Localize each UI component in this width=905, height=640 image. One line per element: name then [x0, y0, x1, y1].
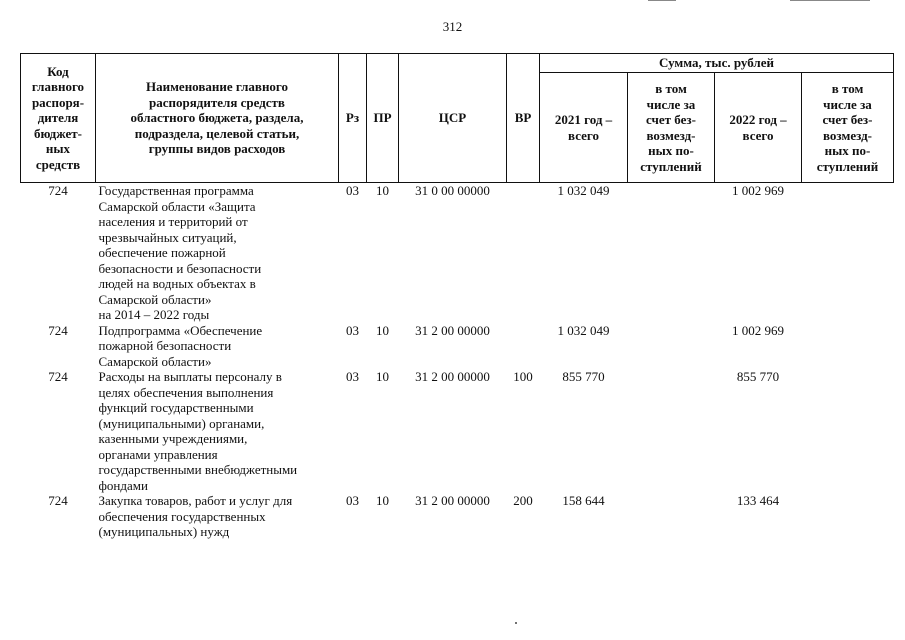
header-2022-free: в том числе за счет без- возмезд- ных по- ступлений [802, 73, 894, 183]
header-sum-group: Сумма, тыс. рублей [540, 54, 894, 73]
table-row [21, 493, 894, 540]
cell-rz: 03 [346, 322, 359, 338]
cell-name: Расходы на выплаты персоналу в целях обеспечения выполнения функций государственными (муниципальными) органами, казенными учреждениями, органами управления государственными внебюджетными фондами [98, 369, 298, 493]
cell-name: Подпрограмма «Обеспечение пожарной безопасности Самарской области» [98, 322, 263, 369]
cell-vr: 200 [513, 493, 533, 508]
header-2022-total: 2022 год – всего [715, 73, 802, 183]
header-rz: Рз [339, 54, 367, 183]
cell-rz: 03 [346, 183, 359, 198]
cell-csr: 31 2 00 00000 [415, 322, 490, 338]
header-name: Наименование главного распорядителя средств областного бюджета, раздела, подраздела, целевой статьи, группы видов расходов [96, 54, 339, 183]
cell-2021-free [628, 493, 715, 540]
cell-pr: 10 [376, 369, 389, 384]
cell-pr: 10 [376, 183, 389, 198]
cell-csr: 31 2 00 00000 [415, 369, 490, 384]
cell-rz: 03 [346, 493, 359, 508]
cell-2022-total: 1 002 969 [732, 322, 784, 338]
table-row [21, 183, 894, 323]
cell-rz: 03 [346, 369, 359, 384]
scan-mark [790, 0, 870, 1]
header-code: Код главного распоря- дителя бюджет- ных средств [21, 54, 96, 183]
header-pr: ПР [367, 54, 399, 183]
cell-name: Закупка товаров, работ и услуг для обеспечения государственных (муниципальных) нужд [98, 493, 293, 539]
cell-2021-free [628, 323, 715, 370]
cell-name: Государственная программа Самарской области «Защита населения и территорий от чрезвычайных ситуаций, обеспечение пожарной безопасности и безопасности людей на водных объектах в Самарской области» на 2014 – 2022 годы [98, 183, 262, 322]
cell-code: 724 [48, 322, 68, 338]
cell-2021-free [628, 369, 715, 493]
cell-2022-free [802, 183, 894, 323]
cell-pr: 10 [376, 322, 389, 338]
table-row [21, 369, 894, 493]
cell-2021-total: 158 644 [562, 493, 605, 508]
page-number: 312 [442, 19, 463, 34]
table-row [21, 323, 894, 370]
cell-code: 724 [48, 369, 68, 384]
header-csr: ЦСР [399, 54, 507, 183]
header-vr: ВР [507, 54, 540, 183]
cell-vr [507, 323, 540, 370]
cell-2022-total: 1 002 969 [732, 183, 784, 198]
cell-2021-total: 855 770 [562, 369, 605, 384]
budget-table [20, 53, 894, 540]
table-header [21, 54, 894, 183]
cell-csr: 31 2 00 00000 [415, 493, 490, 508]
cell-2021-total: 1 032 049 [557, 322, 610, 338]
header-2021-total: 2021 год – всего [540, 73, 628, 183]
cell-2022-total: 855 770 [736, 369, 780, 384]
cell-2021-free [628, 183, 715, 323]
scan-speck [515, 622, 517, 624]
cell-2022-free [802, 369, 894, 493]
cell-code: 724 [48, 493, 68, 508]
cell-2022-total: 133 464 [736, 493, 780, 508]
cell-pr: 10 [376, 493, 389, 508]
header-2021-free: в том числе за счет без- возмезд- ных по- ступлений [628, 73, 715, 183]
cell-code: 724 [48, 183, 68, 198]
table-body [21, 183, 894, 540]
cell-vr [507, 183, 540, 323]
cell-vr: 100 [513, 369, 533, 384]
cell-2021-total: 1 032 049 [557, 183, 610, 198]
cell-2022-free [802, 323, 894, 370]
cell-csr: 31 0 00 00000 [415, 183, 490, 198]
scan-mark [648, 0, 676, 1]
cell-2022-free [802, 493, 894, 540]
